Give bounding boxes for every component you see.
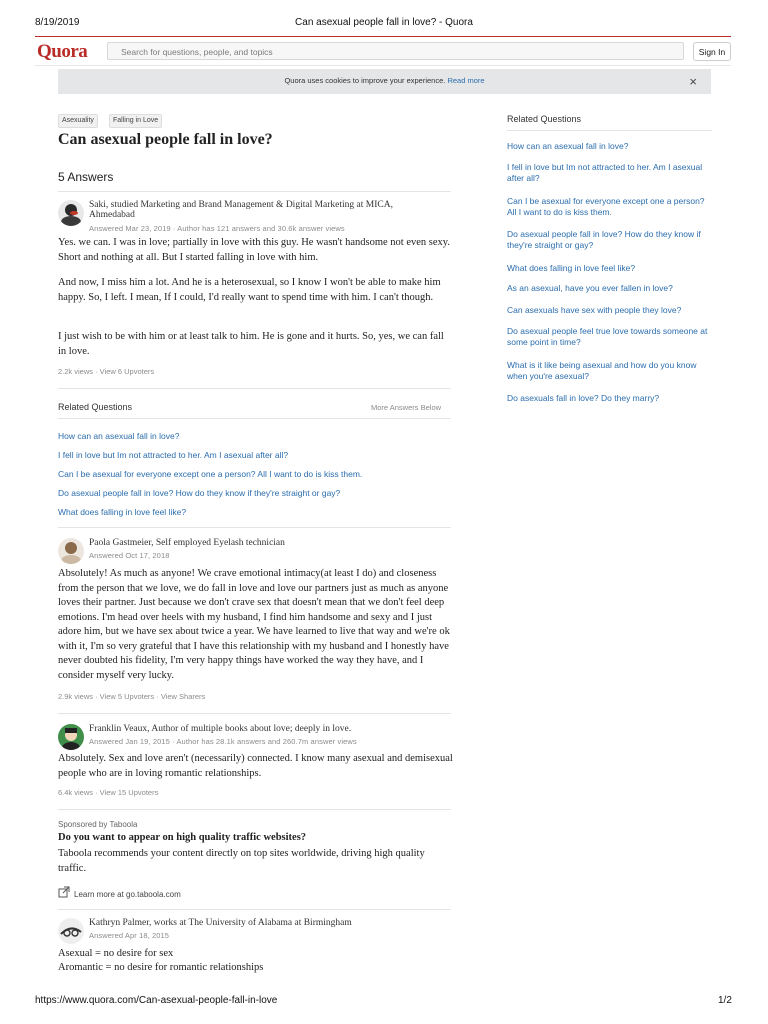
topic-asexuality[interactable]: Asexuality <box>58 114 98 128</box>
divider <box>58 809 451 810</box>
answer-paragraph: Asexual = no desire for sex <box>58 948 174 959</box>
cookie-text: Quora uses cookies to improve your experience. <box>284 76 446 85</box>
related-link[interactable]: How can an asexual fall in love? <box>58 431 180 441</box>
ad-link-text: Learn more at go.taboola.com <box>74 889 181 899</box>
answer-meta: Answered Jan 19, 2015 · Author has 28.1k answers and 260.7m answer views <box>89 737 357 746</box>
avatar[interactable] <box>58 724 84 750</box>
answer-paragraph: Absolutely! As much as anyone! We crave emotional intimacy(at least I do) and closeness from the person that we love, we do fall in love and love our partners just as much as anyone loves their partner. Just because we don't crave sex that doesn't mean that we don't feel deep emotions. I'm head over heels with my husband, I find him handsome and sexy and I just adore him, but we have sex about twice a year. We have learned to live that way and we're ok with it, I'm so very grateful that I have this relationship with my husband and I honestly have never doubted his fidelity, I'm very happy things have worked the way they have, and I consider myself very lucky. <box>58 568 450 681</box>
sidebar-related-link[interactable]: How can an asexual fall in love? <box>507 141 629 151</box>
divider <box>507 130 712 131</box>
cookie-read-more-link[interactable]: Read more <box>447 76 485 85</box>
answer-stats[interactable]: 2.9k views · View 5 Upvoters · View Sharers <box>58 692 206 701</box>
answer-meta: Answered Apr 18, 2015 <box>89 931 170 940</box>
answer-paragraph: And now, I miss him a lot. And he is a heterosexual, so I know I won't be able to make him happy. So, I left. I mean, If I could, I'd really want to spend time with him. I can't though. <box>58 277 441 303</box>
answer-author[interactable]: Saki, studied Marketing and Brand Management & Digital Marketing at MICA, Ahmedabad <box>89 200 393 220</box>
related-questions-title: Related Questions <box>58 402 133 412</box>
sidebar-related-title: Related Questions <box>507 114 582 124</box>
sidebar-related-link[interactable]: Can asexuals have sex with people they love? <box>507 305 682 315</box>
sidebar-related-link[interactable]: Do asexual people feel true love towards someone at some point in time? <box>507 326 708 347</box>
answer-author[interactable]: Paola Gastmeier, Self employed Eyelash technician <box>89 538 285 548</box>
answer-paragraph: Aromantic = no desire for romantic relationships <box>58 962 264 973</box>
close-icon[interactable]: × <box>689 74 697 89</box>
answer-paragraph: Yes. we can. I was in love; partially in love with this guy. He wasn't handsome not even sexy. Short and nothing at all. But I started falling in love with him. <box>58 237 450 263</box>
answer-meta: Answered Oct 17, 2018 <box>89 551 170 560</box>
avatar[interactable] <box>58 538 84 564</box>
print-title: Can asexual people fall in love? - Quora <box>295 17 473 28</box>
sidebar-related-link[interactable]: As an asexual, have you ever fallen in love? <box>507 283 673 293</box>
print-url: https://www.quora.com/Can-asexual-people-fall-in-love <box>35 995 278 1006</box>
header-accent-line <box>35 36 731 37</box>
sign-in-button[interactable]: Sign In <box>693 42 731 61</box>
related-link[interactable]: Can I be asexual for everyone except one a person? All I want to do is kiss them. <box>58 469 363 479</box>
ad-body: Taboola recommends your content directly on top sites worldwide, driving high quality traffic. <box>58 848 425 874</box>
more-answers-below: More Answers Below <box>371 403 442 412</box>
search-input[interactable]: Search for questions, people, and topics <box>107 42 684 60</box>
header-divider <box>35 65 731 66</box>
related-link[interactable]: Do asexual people fall in love? How do they know if they're straight or gay? <box>58 488 341 498</box>
avatar[interactable] <box>58 200 84 226</box>
related-link[interactable]: What does falling in love feel like? <box>58 507 187 517</box>
related-link[interactable]: I fell in love but Im not attracted to her. Am I asexual after all? <box>58 450 289 460</box>
sidebar-related-link[interactable]: What does falling in love feel like? <box>507 263 636 273</box>
divider <box>58 909 451 910</box>
answer-stats[interactable]: 2.2k views · View 6 Upvoters <box>58 367 155 376</box>
topic-falling-in-love[interactable]: Falling in Love <box>109 114 162 128</box>
divider <box>58 713 451 714</box>
print-date: 8/19/2019 <box>35 17 80 28</box>
sidebar-related-link[interactable]: Do asexuals fall in love? Do they marry? <box>507 393 660 403</box>
divider <box>58 527 451 528</box>
print-page-number: 1/2 <box>718 995 732 1006</box>
ad-title[interactable]: Do you want to appear on high quality traffic websites? <box>58 832 307 843</box>
answer-stats[interactable]: 6.4k views · View 15 Upvoters <box>58 788 159 797</box>
divider <box>58 191 451 192</box>
answer-author[interactable]: Franklin Veaux, Author of multiple books about love; deeply in love. <box>89 724 352 734</box>
sidebar-related-link[interactable]: Can I be asexual for everyone except one a person? All I want to do is kiss them. <box>507 196 705 217</box>
quora-logo[interactable]: Quora <box>37 41 88 62</box>
sidebar-related-link[interactable]: What is it like being asexual and how do you know when you're asexual? <box>507 360 697 381</box>
ad-link[interactable] <box>58 885 181 903</box>
cookie-banner <box>58 69 711 94</box>
avatar[interactable] <box>58 918 84 944</box>
answer-paragraph: I just wish to be with him or at least talk to him. He is gone and it hurts. So, yes, we can fall in love. <box>58 331 444 357</box>
sponsored-label: Sponsored by Taboola <box>58 820 138 829</box>
divider <box>58 418 451 419</box>
answer-meta: Answered Mar 23, 2019 · Author has 121 answers and 30.6k answer views <box>89 224 345 233</box>
external-link-icon <box>58 885 70 903</box>
answer-paragraph: Absolutely. Sex and love aren't (necessarily) connected. I know many asexual and demisexual people who are in loving romantic relationships. <box>58 753 453 779</box>
sidebar-related-link[interactable]: I fell in love but Im not attracted to her. Am I asexual after all? <box>507 162 703 183</box>
divider <box>58 388 451 389</box>
answer-count: 5 Answers <box>58 170 114 184</box>
sidebar-related-link[interactable]: Do asexual people fall in love? How do they know if they're straight or gay? <box>507 229 701 250</box>
answer-author[interactable]: Kathryn Palmer, works at The University of Alabama at Birmingham <box>89 918 352 928</box>
question-title: Can asexual people fall in love? <box>58 131 273 148</box>
